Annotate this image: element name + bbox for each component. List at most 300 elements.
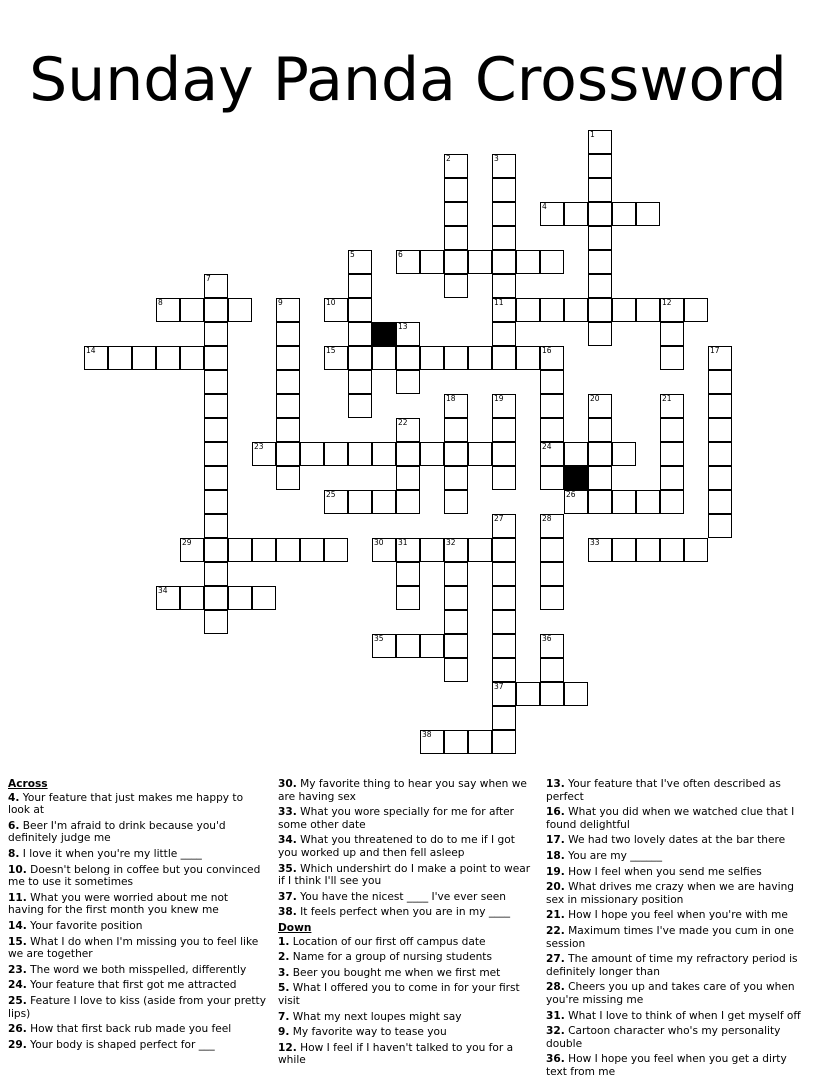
crossword-cell[interactable] (420, 730, 444, 754)
crossword-cell[interactable] (396, 322, 420, 346)
down-clue (278, 1026, 536, 1039)
crossword-cell[interactable] (492, 226, 516, 250)
crossword-cell[interactable] (588, 466, 612, 490)
crossword-cell[interactable] (660, 490, 684, 514)
crossword-cell[interactable] (156, 346, 180, 370)
crossword-cell[interactable] (420, 346, 444, 370)
crossword-cell[interactable] (132, 346, 156, 370)
crossword-cell[interactable] (444, 586, 468, 610)
cell-number: 15 (326, 346, 336, 355)
crossword-cell[interactable] (396, 442, 420, 466)
crossword-cell[interactable] (588, 274, 612, 298)
crossword-cell[interactable] (444, 442, 468, 466)
clue-number: 2. (278, 951, 290, 964)
clue-number: 16. (546, 806, 565, 819)
clue-number: 31. (546, 1009, 565, 1022)
cell-number: 21 (662, 394, 672, 403)
crossword-cell[interactable] (588, 322, 612, 346)
clue-text: What you wore specially for me for after some other date (278, 806, 515, 831)
clue-number: 18. (546, 849, 565, 862)
across-clue (8, 1023, 266, 1036)
clue-number: 15. (8, 935, 27, 948)
crossword-cell[interactable] (492, 586, 516, 610)
crossword-cell[interactable] (252, 442, 276, 466)
down-clue (278, 936, 536, 949)
crossword-cell[interactable] (396, 466, 420, 490)
crossword-cell[interactable] (708, 370, 732, 394)
cell-number: 7 (206, 274, 211, 283)
down-clue (546, 1010, 804, 1023)
crossword-cell[interactable] (588, 202, 612, 226)
clue-text: What you threatened to do to me if I got you worked up and then fell asleep (278, 834, 515, 859)
crossword-cell[interactable] (204, 562, 228, 586)
crossword-cell[interactable] (492, 538, 516, 562)
clue-text: Your feature that first got me attracted (30, 979, 237, 992)
crossword-cell[interactable] (444, 490, 468, 514)
crossword-cell[interactable] (276, 394, 300, 418)
crossword-cell[interactable] (324, 442, 348, 466)
cell-number: 26 (566, 490, 576, 499)
crossword-cell[interactable] (540, 682, 564, 706)
cell-number: 25 (326, 490, 336, 499)
crossword-cell[interactable] (204, 466, 228, 490)
crossword-cell[interactable] (708, 346, 732, 370)
crossword-cell[interactable] (348, 394, 372, 418)
down-clue (546, 1025, 804, 1050)
crossword-cell[interactable] (612, 490, 636, 514)
crossword-cell[interactable] (564, 298, 588, 322)
clue-number: 26. (8, 1023, 27, 1036)
clue-text: Which undershirt do I make a point to wear if I think I'll see you (278, 862, 531, 888)
down-clue (546, 1053, 804, 1078)
crossword-cell[interactable] (492, 322, 516, 346)
crossword-cell[interactable] (492, 466, 516, 490)
crossword-cell[interactable] (372, 538, 396, 562)
crossword-cell[interactable] (636, 538, 660, 562)
across-heading: Across (8, 778, 48, 790)
crossword-cell[interactable] (684, 298, 708, 322)
crossword-cell[interactable] (444, 250, 468, 274)
clue-number: 10. (8, 863, 27, 876)
crossword-cell[interactable] (444, 466, 468, 490)
crossword-cell[interactable] (492, 610, 516, 634)
crossword-cell[interactable] (588, 442, 612, 466)
black-square (564, 466, 588, 490)
crossword-cell[interactable] (324, 346, 348, 370)
clue-text: Feature I love to kiss (aside from your pretty lips) (8, 994, 266, 1020)
crossword-cell[interactable] (276, 346, 300, 370)
crossword-cell[interactable] (492, 706, 516, 730)
crossword-cell[interactable] (444, 154, 468, 178)
crossword-cell[interactable] (540, 514, 564, 538)
crossword-cell[interactable] (660, 322, 684, 346)
cell-number: 13 (398, 322, 408, 331)
clue-text: Name for a group of nursing students (292, 951, 492, 964)
down-clue (278, 982, 536, 1007)
clue-text: It feels perfect when you are in my ____ (300, 906, 511, 919)
crossword-cell[interactable] (540, 634, 564, 658)
clue-number: 19. (546, 865, 565, 878)
crossword-cell[interactable] (276, 538, 300, 562)
cell-number: 30 (374, 538, 384, 547)
crossword-cell[interactable] (444, 274, 468, 298)
crossword-cell[interactable] (444, 202, 468, 226)
across-clue (8, 920, 266, 933)
down-clue (278, 1042, 536, 1067)
crossword-cell[interactable] (564, 442, 588, 466)
down-clue (546, 925, 804, 950)
crossword-cell[interactable] (348, 346, 372, 370)
crossword-cell[interactable] (420, 442, 444, 466)
crossword-cell[interactable] (444, 418, 468, 442)
crossword-cell[interactable] (492, 202, 516, 226)
across-clue (8, 864, 266, 889)
crossword-cell[interactable] (84, 346, 108, 370)
crossword-cell[interactable] (588, 490, 612, 514)
crossword-cell[interactable] (540, 418, 564, 442)
clue-number: 36. (546, 1053, 565, 1066)
clue-text: What I love to think of when I get myself off (568, 1009, 801, 1022)
crossword-cell[interactable] (444, 538, 468, 562)
crossword-cell[interactable] (180, 538, 204, 562)
crossword-cell[interactable] (540, 442, 564, 466)
crossword-cell[interactable] (204, 490, 228, 514)
crossword-cell[interactable] (372, 490, 396, 514)
crossword-cell[interactable] (348, 274, 372, 298)
crossword-cell[interactable] (540, 346, 564, 370)
clue-number: 35. (278, 862, 297, 875)
crossword-cell[interactable] (396, 634, 420, 658)
crossword-cell[interactable] (468, 442, 492, 466)
crossword-cell[interactable] (180, 298, 204, 322)
crossword-cell[interactable] (516, 682, 540, 706)
crossword-cell[interactable] (276, 418, 300, 442)
crossword-cell[interactable] (420, 538, 444, 562)
across-clue (278, 778, 536, 803)
crossword-cell[interactable] (588, 298, 612, 322)
clue-number: 6. (8, 819, 20, 832)
crossword-cell[interactable] (492, 442, 516, 466)
crossword-cell[interactable] (204, 610, 228, 634)
crossword-cell[interactable] (444, 226, 468, 250)
clue-text: How I feel if I haven't talked to you for a while (278, 1041, 514, 1067)
clue-number: 21. (546, 909, 565, 922)
crossword-cell[interactable] (516, 250, 540, 274)
crossword-cell[interactable] (204, 394, 228, 418)
clue-text: Maximum times I've made you cum in one session (546, 924, 794, 950)
cell-number: 8 (158, 298, 163, 307)
clue-number: 28. (546, 981, 565, 994)
crossword-cell[interactable] (660, 442, 684, 466)
crossword-cell[interactable] (252, 586, 276, 610)
crossword-cell[interactable] (444, 346, 468, 370)
clue-text: Your feature that I've often described as perfect (546, 778, 781, 803)
clue-number: 29. (8, 1038, 27, 1051)
cell-number: 1 (590, 130, 595, 139)
crossword-cell[interactable] (612, 202, 636, 226)
crossword-cell[interactable] (636, 298, 660, 322)
crossword-cell[interactable] (612, 298, 636, 322)
crossword-cell[interactable] (492, 658, 516, 682)
crossword-cell[interactable] (204, 370, 228, 394)
crossword-cell[interactable] (660, 298, 684, 322)
crossword-cell[interactable] (204, 514, 228, 538)
crossword-cell[interactable] (540, 538, 564, 562)
cell-number: 3 (494, 154, 499, 163)
across-clue (8, 1039, 266, 1052)
crossword-cell[interactable] (348, 250, 372, 274)
across-clue (278, 863, 536, 888)
crossword-cell[interactable] (588, 130, 612, 154)
crossword-cell[interactable] (636, 490, 660, 514)
clue-column-2 (278, 778, 536, 1070)
crossword-cell[interactable] (540, 658, 564, 682)
crossword-cell[interactable] (204, 298, 228, 322)
crossword-cell[interactable] (708, 442, 732, 466)
crossword-cell[interactable] (204, 586, 228, 610)
crossword-cell[interactable] (180, 346, 204, 370)
crossword-cell[interactable] (372, 634, 396, 658)
crossword-cell[interactable] (708, 490, 732, 514)
crossword-cell[interactable] (204, 442, 228, 466)
cell-number: 38 (422, 730, 432, 739)
crossword-cell[interactable] (540, 250, 564, 274)
clue-text: Your favorite position (30, 919, 143, 932)
crossword-cell[interactable] (564, 490, 588, 514)
crossword-cell[interactable] (588, 418, 612, 442)
clue-number: 12. (278, 1041, 297, 1054)
crossword-cell[interactable] (492, 730, 516, 754)
crossword-cell[interactable] (492, 562, 516, 586)
crossword-cell[interactable] (708, 394, 732, 418)
crossword-cell[interactable] (468, 346, 492, 370)
crossword-cell[interactable] (492, 418, 516, 442)
clue-text: My favorite thing to hear you say when we are having sex (278, 778, 527, 803)
crossword-cell[interactable] (492, 298, 516, 322)
crossword-cell[interactable] (468, 250, 492, 274)
crossword-cell[interactable] (660, 466, 684, 490)
clue-text: The word we both misspelled, differently (30, 963, 247, 976)
crossword-cell[interactable] (444, 610, 468, 634)
down-clue (278, 951, 536, 964)
crossword-cell[interactable] (564, 202, 588, 226)
crossword-cell[interactable] (276, 370, 300, 394)
cell-number: 35 (374, 634, 384, 643)
crossword-cell[interactable] (396, 586, 420, 610)
clue-number: 34. (278, 834, 297, 847)
crossword-cell[interactable] (444, 730, 468, 754)
crossword-cell[interactable] (372, 346, 396, 370)
clue-number: 17. (546, 834, 565, 847)
crossword-cell[interactable] (204, 346, 228, 370)
crossword-cell[interactable] (492, 178, 516, 202)
down-clue (546, 881, 804, 906)
crossword-cell[interactable] (612, 538, 636, 562)
crossword-cell[interactable] (588, 226, 612, 250)
clue-number: 32. (546, 1025, 565, 1038)
crossword-cell[interactable] (540, 370, 564, 394)
crossword-cell[interactable] (540, 562, 564, 586)
cell-number: 23 (254, 442, 264, 451)
crossword-cell[interactable] (588, 394, 612, 418)
crossword-cell[interactable] (444, 562, 468, 586)
clue-text: Beer you bought me when we first met (292, 966, 501, 979)
clue-number: 22. (546, 924, 565, 937)
crossword-cell[interactable] (108, 346, 132, 370)
crossword-cell[interactable] (396, 538, 420, 562)
down-clue (546, 981, 804, 1006)
crossword-cell[interactable] (420, 250, 444, 274)
crossword-cell[interactable] (516, 346, 540, 370)
clue-number: 7. (278, 1010, 290, 1023)
crossword-cell[interactable] (492, 346, 516, 370)
crossword-cell[interactable] (204, 418, 228, 442)
crossword-cell[interactable] (708, 466, 732, 490)
cell-number: 34 (158, 586, 168, 595)
crossword-cell[interactable] (204, 538, 228, 562)
crossword-cell[interactable] (708, 418, 732, 442)
crossword-cell[interactable] (540, 394, 564, 418)
crossword-cell[interactable] (492, 250, 516, 274)
crossword-cell[interactable] (156, 298, 180, 322)
cell-number: 31 (398, 538, 408, 547)
clue-number: 27. (546, 953, 565, 966)
crossword-cell[interactable] (396, 562, 420, 586)
clue-text: What I do when I'm missing you to feel like we are together (8, 935, 259, 961)
crossword-cell[interactable] (660, 346, 684, 370)
down-clue (546, 866, 804, 879)
crossword-cell[interactable] (348, 370, 372, 394)
clue-text: We had two lovely dates at the bar there (568, 834, 786, 847)
clue-text: Beer I'm afraid to drink because you'd definitely judge me (8, 819, 226, 845)
crossword-cell[interactable] (420, 634, 444, 658)
crossword-cell[interactable] (300, 442, 324, 466)
crossword-cell[interactable] (588, 178, 612, 202)
clue-column-1 (8, 778, 266, 1054)
cell-number: 10 (326, 298, 336, 307)
clue-number: 3. (278, 966, 290, 979)
crossword-cell[interactable] (252, 538, 276, 562)
crossword-cell[interactable] (540, 298, 564, 322)
crossword-cell[interactable] (372, 442, 396, 466)
crossword-cell[interactable] (276, 322, 300, 346)
crossword-cell[interactable] (348, 442, 372, 466)
crossword-cell[interactable] (204, 322, 228, 346)
clue-text: How I hope you feel when you're with me (568, 909, 788, 922)
crossword-cell[interactable] (180, 586, 204, 610)
crossword-cell[interactable] (324, 298, 348, 322)
crossword-cell[interactable] (444, 658, 468, 682)
crossword-cell[interactable] (444, 178, 468, 202)
clue-text: What you were worried about me not having for the first month you knew me (8, 891, 229, 917)
across-clue (278, 906, 536, 919)
crossword-cell[interactable] (156, 586, 180, 610)
crossword-cell[interactable] (612, 442, 636, 466)
crossword-cell[interactable] (204, 274, 228, 298)
cell-number: 24 (542, 442, 552, 451)
crossword-cell[interactable] (684, 538, 708, 562)
cell-number: 33 (590, 538, 600, 547)
crossword-cell[interactable] (516, 298, 540, 322)
crossword-cell[interactable] (492, 682, 516, 706)
crossword-cell[interactable] (492, 634, 516, 658)
crossword-cell[interactable] (348, 322, 372, 346)
crossword-cell[interactable] (540, 586, 564, 610)
crossword-cell[interactable] (660, 394, 684, 418)
crossword-cell[interactable] (636, 202, 660, 226)
page-title: Sunday Panda Crossword (29, 45, 787, 115)
crossword-cell[interactable] (396, 346, 420, 370)
black-square (372, 322, 396, 346)
crossword-cell[interactable] (492, 394, 516, 418)
crossword-cell[interactable] (708, 514, 732, 538)
crossword-cell[interactable] (228, 538, 252, 562)
clue-text: You are my ______ (568, 849, 663, 862)
crossword-cell[interactable] (564, 682, 588, 706)
cell-number: 20 (590, 394, 600, 403)
clue-number: 23. (8, 963, 27, 976)
crossword-cell[interactable] (492, 514, 516, 538)
crossword-cell[interactable] (660, 418, 684, 442)
across-clue (8, 936, 266, 961)
crossword-cell[interactable] (396, 370, 420, 394)
across-clue (8, 995, 266, 1020)
cell-number: 14 (86, 346, 96, 355)
cell-number: 32 (446, 538, 456, 547)
crossword-cell[interactable] (276, 298, 300, 322)
crossword-cell[interactable] (300, 538, 324, 562)
down-clue (546, 806, 804, 831)
crossword-cell[interactable] (276, 466, 300, 490)
cell-number: 29 (182, 538, 192, 547)
clue-number: 38. (278, 906, 297, 919)
crossword-cell[interactable] (228, 298, 252, 322)
clue-number: 5. (278, 982, 290, 995)
across-clue (8, 820, 266, 845)
across-clue (8, 892, 266, 917)
crossword-cell[interactable] (492, 154, 516, 178)
crossword-cell[interactable] (396, 490, 420, 514)
crossword-cell[interactable] (492, 274, 516, 298)
crossword-cell[interactable] (540, 202, 564, 226)
crossword-cell[interactable] (444, 394, 468, 418)
crossword-cell[interactable] (228, 586, 252, 610)
crossword-cell[interactable] (468, 730, 492, 754)
crossword-cell[interactable] (348, 298, 372, 322)
crossword-cell[interactable] (468, 538, 492, 562)
clue-number: 4. (8, 791, 20, 804)
cell-number: 27 (494, 514, 504, 523)
crossword-cell[interactable] (396, 250, 420, 274)
crossword-cell[interactable] (540, 466, 564, 490)
crossword-cell[interactable] (348, 490, 372, 514)
crossword-cell[interactable] (588, 250, 612, 274)
down-heading: Down (278, 921, 312, 934)
crossword-cell[interactable] (588, 538, 612, 562)
crossword-cell[interactable] (660, 538, 684, 562)
crossword-cell[interactable] (396, 418, 420, 442)
crossword-cell[interactable] (588, 154, 612, 178)
crossword-cell[interactable] (276, 442, 300, 466)
across-clue (278, 806, 536, 831)
clue-text: Location of our first off campus date (292, 935, 486, 948)
clue-number: 37. (278, 890, 297, 903)
clue-text: How I feel when you send me selfies (568, 865, 762, 878)
clue-text: My favorite way to tease you (292, 1026, 447, 1039)
crossword-cell[interactable] (324, 538, 348, 562)
crossword-cell[interactable] (444, 634, 468, 658)
crossword-cell[interactable] (324, 490, 348, 514)
